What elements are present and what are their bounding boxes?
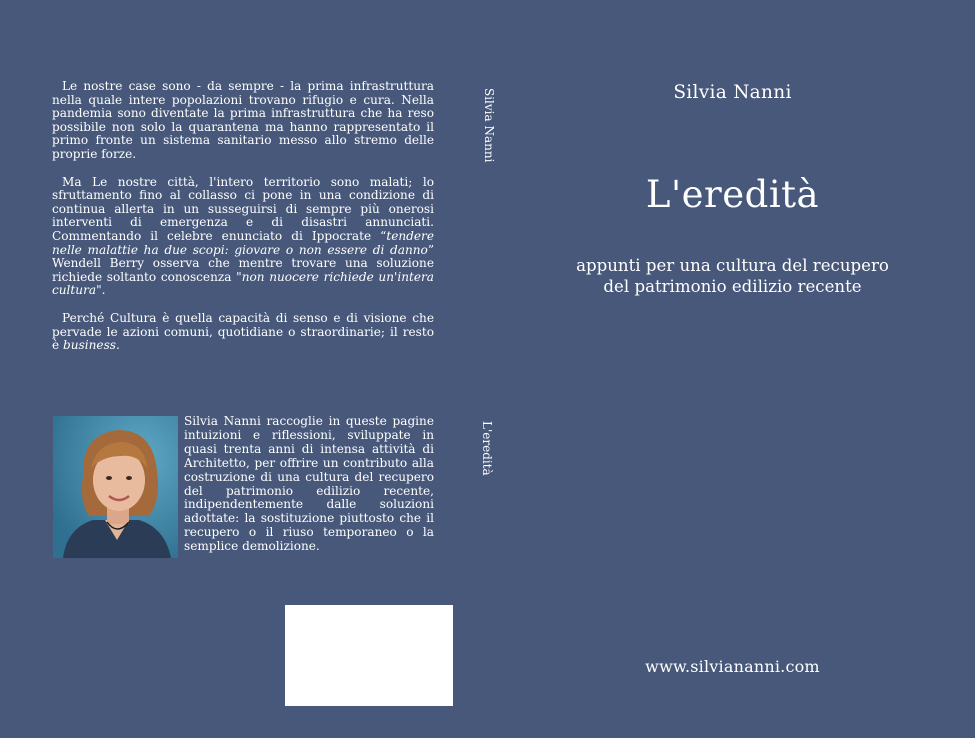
front-subtitle-line-1: appunti per una cultura del recupero (576, 256, 889, 275)
website-link: www.silviananni.com (645, 657, 820, 676)
back-paragraph-2-text-a: Ma Le nostre città, l'intero territorio sono malati; lo sfruttamento fino al collasso ci pone in una condizione di continua allerta in un susseguirsi di sempre più onerosi interventi di emergenza e di disastri annunciati. Commentando il celebre enunciato di Ippocrate “ (52, 174, 434, 243)
back-paragraph-3 (52, 312, 434, 353)
front-subtitle (540, 256, 925, 297)
front-subtitle-line-2: del patrimonio edilizio recente (603, 276, 862, 296)
barcode-area (285, 605, 453, 706)
author-photo (53, 416, 178, 558)
back-cover-text (52, 80, 434, 367)
back-paragraph-3-text: Perché Cultura è quella capacità di senso e di visione che pervade le azioni comuni, quotidiane o straordinarie; il resto è (52, 310, 434, 353)
business-word: business. (63, 338, 120, 353)
front-title: L'eredità (645, 173, 820, 216)
hippocrates-quote: tendere nelle malattie ha due scopi: giovare o non essere di danno (52, 228, 434, 257)
back-paragraph-1 (52, 80, 434, 162)
front-author: Silvia Nanni (673, 82, 792, 103)
author-portrait-icon (53, 416, 178, 558)
berry-quote: non nuocere richiede un'intera cultura (52, 269, 435, 298)
back-paragraph-2-text-b: ” Wendell Berry osserva che mentre trovare una soluzione richiede soltanto conoscenza " (52, 242, 434, 284)
back-paragraph-2-text-c: ". (96, 283, 106, 298)
author-bio: Silvia Nanni raccoglie in queste pagine intuizioni e riflessioni, sviluppate in quasi trenta anni di intensa attività di Architetto, per offrire un contributo alla costruzione di una cultura del recupero del patrimonio edilizio recente, indipendentemente dalle soluzioni adottate: la sostituzione piuttosto che il recupero o il riuso temporaneo o la semplice demolizione. (184, 414, 434, 554)
back-paragraph-1-text: Le nostre case sono - da sempre - la prima infrastruttura nella quale intere popolazioni trovano rifugio e cura. Nella pandemia sono diventate la prima infrastruttura che ha reso possibile non solo la quarantena ma hanno rappresentato il primo fronte un sistema sanitario messo allo stremo delle proprie forze. (52, 79, 434, 161)
spine-author: Silvia Nanni (482, 88, 496, 163)
back-paragraph-2 (52, 176, 434, 298)
spine-title: L'eredità (480, 421, 494, 476)
